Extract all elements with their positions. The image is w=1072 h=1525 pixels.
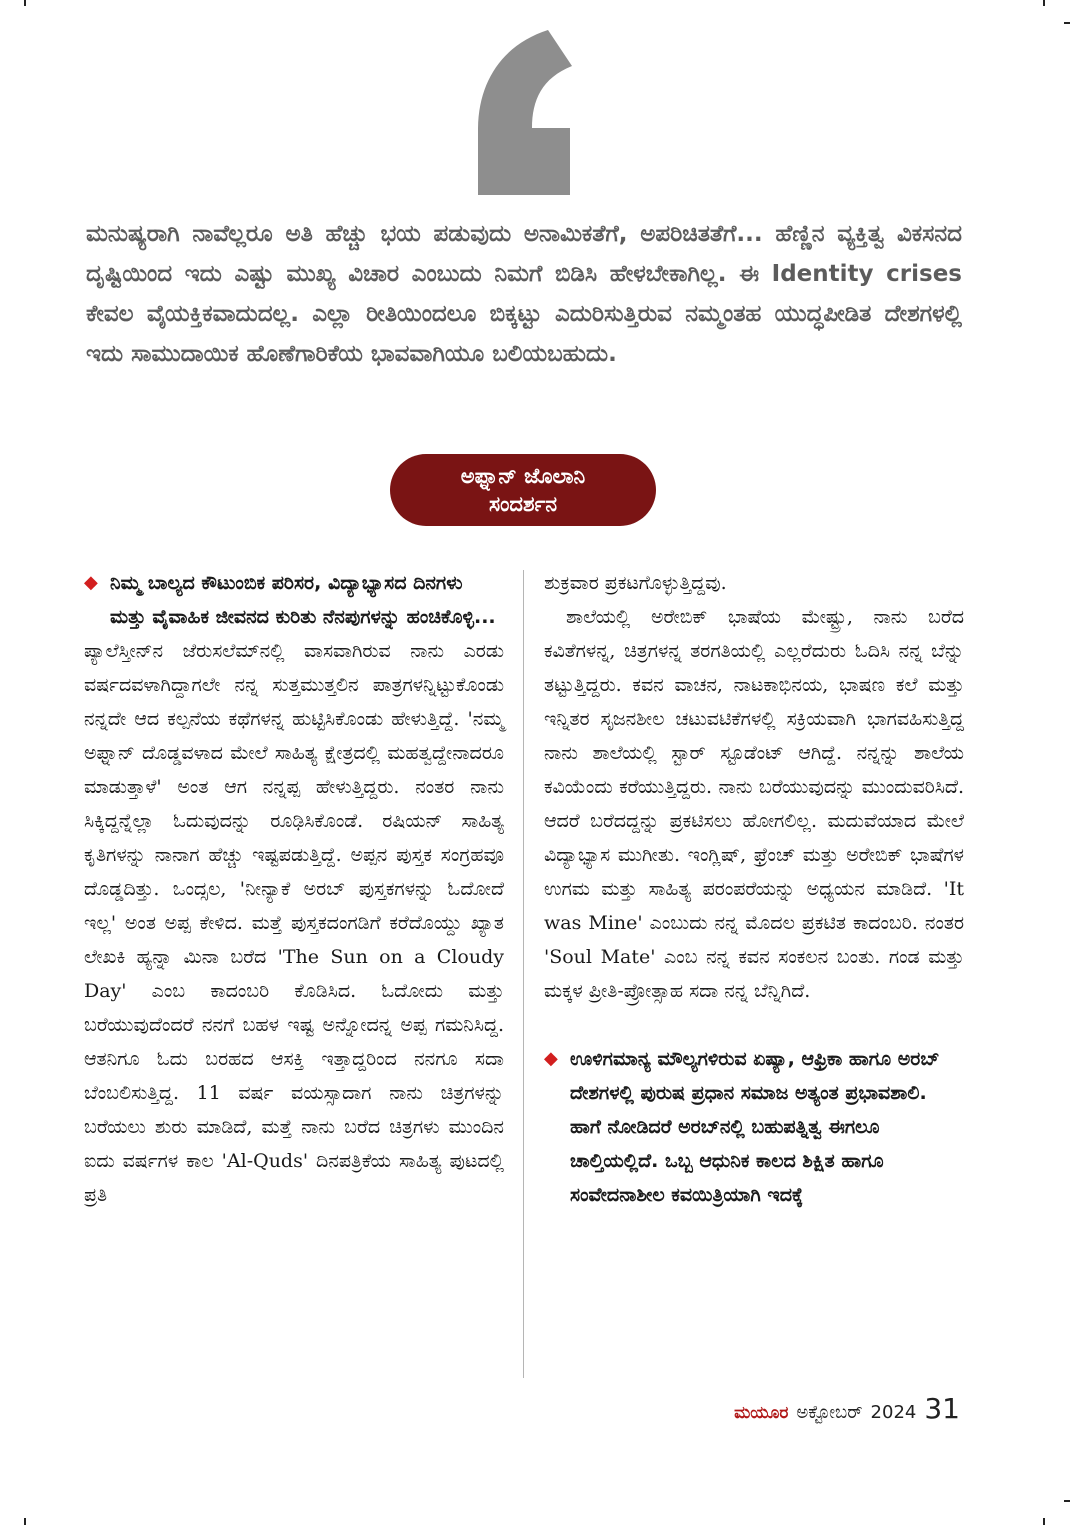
right-column	[544, 566, 964, 1212]
crop-mark-right-lower	[1064, 1500, 1070, 1502]
question-1-text: ನಿಮ್ಮ ಬಾಲ್ಯದ ಕೌಟುಂಬಿಕ ಪರಿಸರ, ವಿದ್ಯಾಭ್ಯಾಸದ ದಿನಗಳು ಮತ್ತು ವೈವಾಹಿಕ ಜೀವನದ ಕುರಿತು ನೆನಪುಗಳನ್ನು ಹಂಚಿಕೊಳ್ಳಿ...	[110, 572, 496, 628]
page-footer	[734, 1392, 960, 1425]
issue-month: ಅಕ್ಟೋಬರ್	[796, 1402, 863, 1423]
crop-mark-top-left	[24, 0, 26, 6]
answer-1-paragraph-2: ಶಾಲೆಯಲ್ಲಿ ಅರೇಬಿಕ್ ಭಾಷೆಯ ಮೇಷ್ಟ್ರು, ನಾನು ಬರೆದ ಕವಿತೆಗಳನ್ನ, ಚಿತ್ರಗಳನ್ನ ತರಗತಿಯಲ್ಲಿ ಎಲ್ಲರೆದುರು ಓದಿಸಿ ನನ್ನ ಬೆನ್ನು ತಟ್ಟುತ್ತಿದ್ದರು. ಕವನ ವಾಚನ, ನಾಟಕಾಭಿನಯ, ಭಾಷಣ ಕಲೆ ಮತ್ತು ಇನ್ನಿತರ ಸೃಜನಶೀಲ ಚಟುವಟಿಕೆಗಳಲ್ಲಿ ಸಕ್ರಿಯವಾಗಿ ಭಾಗವಹಿಸುತ್ತಿದ್ದ ನಾನು ಶಾಲೆಯಲ್ಲಿ ಸ್ಟಾರ್ ಸ್ಟೂಡೆಂಟ್ ಆಗಿದ್ದೆ. ನನ್ನನ್ನು ಶಾಲೆಯ ಕವಿಯೆಂದು ಕರೆಯುತ್ತಿದ್ದರು. ನಾನು ಬರೆಯುವುದನ್ನು ಮುಂದುವರಿಸಿದೆ. ಆದರೆ ಬರೆದದ್ದನ್ನು ಪ್ರಕಟಿಸಲು ಹೋಗಲಿಲ್ಲ. ಮದುವೆಯಾದ ಮೇಲೆ ವಿದ್ಯಾಭ್ಯಾಸ ಮುಗೀತು. ಇಂಗ್ಲಿಷ್, ಫ್ರೆಂಚ್ ಮತ್ತು ಅರೇಬಿಕ್ ಭಾಷೆಗಳ ಉಗಮ ಮತ್ತು ಸಾಹಿತ್ಯ ಪರಂಪರೆಯನ್ನು ಅಧ್ಯಯನ ಮಾಡಿದೆ. 'It was Mine' ಎಂಬುದು ನನ್ನ ಮೊದಲ ಪ್ರಕಟಿತ ಕಾದಂಬರಿ. ನಂತರ 'Soul Mate' ಎಂಬ ನನ್ನ ಕವನ ಸಂಕಲನ ಬಂತು. ಗಂಡ ಮತ್ತು ಮಕ್ಕಳ ಪ್ರೀತಿ-ಪ್ರೋತ್ಸಾಹ ಸದಾ ನನ್ನ ಬೆನ್ನಿಗಿದೆ.	[544, 606, 964, 1002]
magazine-name: ಮಯೂರ	[734, 1403, 789, 1423]
answer-1-text: ಪ್ಯಾಲೆಸ್ತೀನ್‌ನ ಜೆರುಸಲೆಮ್‌ನಲ್ಲಿ ವಾಸವಾಗಿರುವ ನಾನು ಎರಡು ವರ್ಷದವಳಾಗಿದ್ದಾಗಲೇ ನನ್ನ ಸುತ್ತಮುತ್ತಲಿನ ಪಾತ್ರಗಳನ್ನಿಟ್ಟುಕೊಂಡು ನನ್ನದೇ ಆದ ಕಲ್ಪನೆಯ ಕಥೆಗಳನ್ನ ಹುಟ್ಟಿಸಿಕೊಂಡು ಹೇಳುತ್ತಿದ್ದೆ. 'ನಮ್ಮ ಅಫ್ನಾನ್ ದೊಡ್ಡವಳಾದ ಮೇಲೆ ಸಾಹಿತ್ಯ ಕ್ಷೇತ್ರದಲ್ಲಿ ಮಹತ್ವದ್ದೇನಾದರೂ ಮಾಡುತ್ತಾಳೆ' ಅಂತ ಆಗ ನನ್ನಪ್ಪ ಹೇಳುತ್ತಿದ್ದರು. ನಂತರ ನಾನು ಸಿಕ್ಕಿದ್ದನ್ನೆಲ್ಲಾ ಓದುವುದನ್ನು ರೂಢಿಸಿಕೊಂಡೆ. ರಷಿಯನ್ ಸಾಹಿತ್ಯ ಕೃತಿಗಳನ್ನು ನಾನಾಗ ಹೆಚ್ಚು ಇಷ್ಟಪಡುತ್ತಿದ್ದೆ. ಅಪ್ಪನ ಪುಸ್ತಕ ಸಂಗ್ರಹವೂ ದೊಡ್ಡದಿತ್ತು. ಒಂದ್ಸಲ, 'ನೀನ್ಯಾಕೆ ಅರಬ್ ಪುಸ್ತಕಗಳನ್ನು ಓದೋದೆ ಇಲ್ಲ' ಅಂತ ಅಪ್ಪ ಕೇಳಿದ. ಮತ್ತೆ ಪುಸ್ತಕದಂಗಡಿಗೆ ಕರೆದೊಯ್ದು ಖ್ಯಾತ ಲೇಖಕಿ ಹ್ಯನ್ನಾ ಮಿನಾ ಬರೆದ 'The Sun on a Cloudy Day' ಎಂಬ ಕಾದಂಬರಿ ಕೊಡಿಸಿದ. ಓದೋದು ಮತ್ತು ಬರೆಯುವುದೆಂದರೆ ನನಗೆ ಬಹಳ ಇಷ್ಟ ಅನ್ನೋದನ್ನ ಅಪ್ಪ ಗಮನಿಸಿದ್ದ. ಆತನಿಗೂ ಓದು ಬರಹದ ಆಸಕ್ತಿ ಇತ್ತಾದ್ದರಿಂದ ನನಗೂ ಸದಾ ಬೆಂಬಲಿಸುತ್ತಿದ್ದ. 11 ವರ್ಷ ವಯಸ್ಸಾದಾಗ ನಾನು ಚಿತ್ರಗಳನ್ನು ಬರೆಯಲು ಶುರು ಮಾಡಿದೆ, ಮತ್ತೆ ನಾನು ಬರೆದ ಚಿತ್ರಗಳು ಮುಂದಿನ ಐದು ವರ್ಷಗಳ ಕಾಲ 'Al-Quds' ದಿನಪತ್ರಿಕೆಯ ಸಾಹಿತ್ಯ ಪುಟದಲ್ಲಿ ಪ್ರತಿ	[84, 640, 504, 1206]
question-2	[544, 1042, 964, 1212]
interview-label: ಸಂದರ್ಶನ	[488, 492, 558, 516]
crop-mark-bottom-left	[24, 1518, 26, 1525]
answer-1-continuation: ಶುಕ್ರವಾರ ಪ್ರಕಟಗೊಳ್ಳುತ್ತಿದ್ದವು.	[544, 572, 727, 594]
crop-mark-top-right	[1043, 0, 1045, 6]
interviewee-name: ಅಫ್ನಾನ್ ಜೊಲಾನಿ	[460, 464, 586, 488]
question-1	[84, 566, 504, 634]
pull-quote: ಮನುಷ್ಯರಾಗಿ ನಾವೆಲ್ಲರೂ ಅತಿ ಹೆಚ್ಚು ಭಯ ಪಡುವುದು ಅನಾಮಿಕತೆಗೆ, ಅಪರಿಚಿತತೆಗೆ... ಹೆಣ್ಣಿನ ವ್ಯಕ್ತಿತ್ವ ವಿಕಸನದ ದೃಷ್ಟಿಯಿಂದ ಇದು ಎಷ್ಟು ಮುಖ್ಯ ವಿಚಾರ ಎಂಬುದು ನಿಮಗೆ ಬಿಡಿಸಿ ಹೇಳಬೇಕಾಗಿಲ್ಲ. ಈ Identity crises ಕೇವಲ ವೈಯಕ್ತಿಕವಾದುದಲ್ಲ. ಎಲ್ಲಾ ರೀತಿಯಿಂದಲೂ ಬಿಕ್ಕಟ್ಟು ಎದುರಿಸುತ್ತಿರುವ ನಮ್ಮಂತಹ ಯುದ್ಧಪೀಡಿತ ದೇಶಗಳಲ್ಲಿ ಇದು ಸಾಮುದಾಯಿಕ ಹೊಣೆಗಾರಿಕೆಯ ಭಾವವಾಗಿಯೂ ಬಲಿಯಬಹುದು.	[86, 221, 962, 367]
issue-year: 2024	[870, 1402, 917, 1423]
question-2-text: ಊಳಿಗಮಾನ್ಯ ಮೌಲ್ಯಗಳಿರುವ ಏಷ್ಯಾ, ಆಫ್ರಿಕಾ ಹಾಗೂ ಅರಬ್ ದೇಶಗಳಲ್ಲಿ ಪುರುಷ ಪ್ರಧಾನ ಸಮಾಜ ಅತ್ಯಂತ ಪ್ರಭಾವಶಾಲಿ. ಹಾಗೆ ನೋಡಿದರೆ ಅರಬ್‌ನಲ್ಲಿ ಬಹುಪತ್ನಿತ್ವ ಈಗಲೂ ಚಾಲ್ತಿಯಲ್ಲಿದೆ. ಒಬ್ಬ ಆಧುನಿಕ ಕಾಲದ ಶಿಕ್ಷಿತ ಹಾಗೂ ಸಂವೇದನಾಶೀಲ ಕವಯಿತ್ರಿಯಾಗಿ ಇದಕ್ಕೆ	[570, 1048, 940, 1206]
interview-badge	[390, 454, 656, 526]
crop-mark-bottom-right	[1043, 1518, 1045, 1525]
diamond-bullet-icon: ◆	[84, 572, 98, 593]
quote-mark-icon	[470, 30, 580, 195]
page-number: 31	[924, 1392, 960, 1425]
column-divider	[523, 570, 524, 1378]
crop-mark-right-upper	[1064, 22, 1070, 24]
diamond-bullet-icon: ◆	[544, 1048, 558, 1069]
left-column	[84, 566, 504, 1212]
